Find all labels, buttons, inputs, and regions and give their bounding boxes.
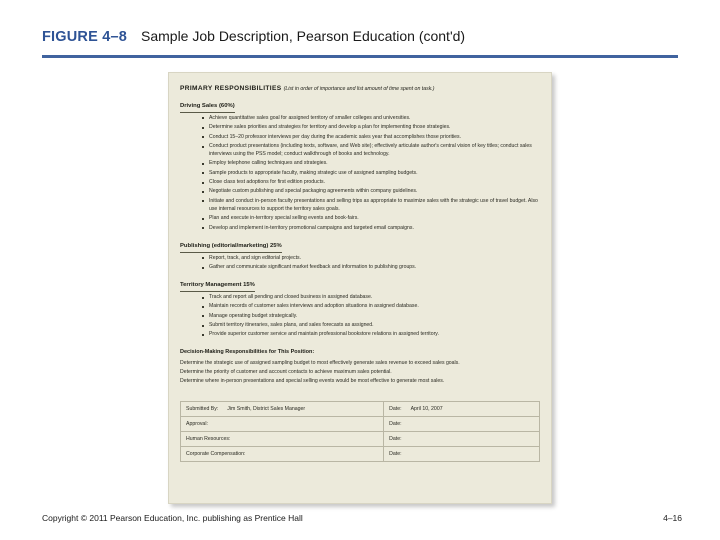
footer-copyright: Copyright © 2011 Pearson Education, Inc. publishing as Prentice Hall (42, 513, 303, 523)
bullet-item: Determine sales priorities and strategies for territory and develop a plan for implementing those strategies. (202, 124, 540, 132)
section-bullet-list (180, 294, 540, 339)
decision-making-lines (180, 359, 540, 385)
date-label: Date: (389, 436, 402, 443)
primary-responsibilities-title: PRIMARY RESPONSIBILITIES (180, 85, 282, 92)
signature-date-cell[interactable] (384, 417, 540, 432)
bullet-item: Maintain records of customer sales interviews and adoption situations in assigned database. (202, 303, 540, 311)
signature-table-body (181, 402, 540, 462)
table-row (181, 432, 540, 447)
figure-caption: Sample Job Description, Pearson Education (cont'd) (141, 28, 466, 44)
primary-responsibilities-heading (180, 84, 540, 94)
date-value: April 10, 2007 (410, 406, 443, 413)
signature-date-cell[interactable] (384, 432, 540, 447)
signature-label: Human Resources: (186, 436, 231, 443)
bullet-item: Report, track, and sign editorial projects. (202, 255, 540, 263)
decision-line: Determine where in-person presentations and special selling events would be most effective to generate most sales. (180, 377, 445, 384)
bullet-item: Employ telephone calling techniques and strategies. (202, 160, 540, 168)
bullet-item: Sample products to appropriate faculty, making strategic use of assigned sampling budgets. (202, 170, 540, 178)
signature-value: Jim Smith, District Sales Manager (227, 406, 306, 413)
table-row (181, 447, 540, 462)
job-description-document (168, 72, 552, 504)
bullet-item: Initiate and conduct in-person faculty presentations and selling trips as appropriate to maximize sales with the strategic use of travel budget. Also use internal resources to support the territory sales goals. (202, 198, 540, 214)
bullet-item: Manage operating budget strategically. (202, 313, 540, 321)
bullet-item: Close class test adoptions for first edition products. (202, 179, 540, 187)
footer-page-number: 4–16 (663, 513, 682, 523)
table-row (181, 402, 540, 417)
bullet-item: Provide superior customer service and maintain professional bookstore relations in assigned territory. (202, 331, 540, 339)
figure-label: FIGURE 4–8 (42, 29, 127, 45)
date-label: Date: (389, 451, 402, 458)
bullet-item: Negotiate custom publishing and special packaging agreements within company guidelines. (202, 188, 540, 196)
bullet-item: Track and report all pending and closed business in assigned database. (202, 294, 540, 302)
bullet-item: Conduct product presentations (including texts, software, and Web site); effectively articulate author's central vision of key titles; conduct sales interviews using the PSS model; conduct walkthrough of books and technology. (202, 143, 540, 159)
date-label: Date: (389, 406, 402, 413)
section-heading: Publishing (editorial/marketing) 25% (180, 242, 282, 253)
signature-date-cell[interactable] (384, 402, 540, 417)
section-bullet-list (180, 115, 540, 233)
decision-line: Determine the strategic use of assigned sampling budget to most effectively generate sales revenue to exceed sales goals. (180, 360, 460, 367)
bullet-item: Conduct 15–20 professor interviews per day during the academic sales year that accomplishes those priorities. (202, 134, 540, 142)
table-row (181, 417, 540, 432)
bullet-item: Plan and execute in-territory special selling events and book-fairs. (202, 215, 540, 223)
bullet-item: Achieve quantitative sales goal for assigned territory of smaller colleges and universities. (202, 115, 540, 123)
primary-responsibilities-note: (List in order of importance and list amount of time spent on task.) (283, 86, 435, 92)
section-bullet-list (180, 255, 540, 272)
signature-label: Corporate Compensation: (186, 451, 246, 458)
signature-date-cell[interactable] (384, 447, 540, 462)
signature-label-cell[interactable] (181, 417, 384, 432)
signature-label-cell[interactable] (181, 402, 384, 417)
decision-line: Determine the priority of customer and account contacts to achieve maximum sales potential. (180, 369, 392, 376)
bullet-item: Submit territory itineraries, sales plans, and sales forecasts as assigned. (202, 322, 540, 330)
signature-label-cell[interactable] (181, 432, 384, 447)
bullet-item: Gather and communicate significant market feedback and information to publishing groups. (202, 264, 540, 272)
section-heading: Territory Management 15% (180, 281, 255, 292)
page-title (42, 28, 682, 46)
section-heading: Driving Sales (60%) (180, 102, 235, 113)
date-label: Date: (389, 421, 402, 428)
signature-table (180, 401, 540, 462)
signature-label: Submitted By: (186, 406, 219, 413)
decision-making-heading: Decision-Making Responsibilities for This Position: (180, 349, 315, 356)
responsibility-sections (180, 94, 540, 339)
bullet-item: Develop and implement in-territory promotional campaigns and targeted email campaigns. (202, 225, 540, 233)
title-divider (42, 55, 678, 58)
signature-label-cell[interactable] (181, 447, 384, 462)
signature-label: Approval: (186, 421, 208, 428)
